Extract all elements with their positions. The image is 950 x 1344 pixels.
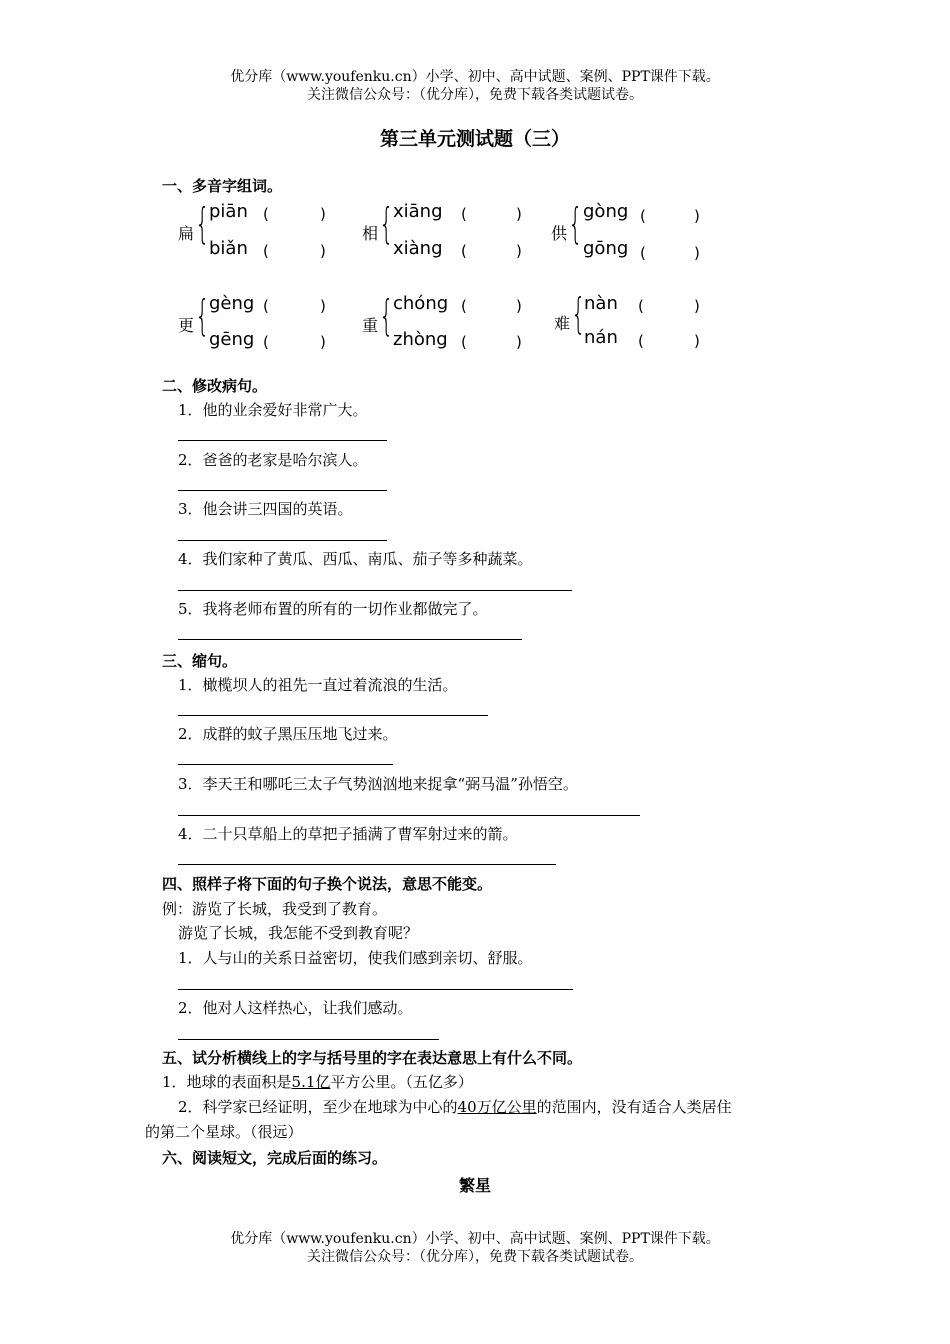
paren-close: )	[694, 207, 700, 225]
polyphone-char: 重	[362, 316, 379, 335]
section2-item-3: 3．他会讲三四国的英语。	[178, 500, 353, 518]
answer-line	[178, 715, 488, 716]
page-title: 第三单元测试题（三）	[379, 128, 570, 150]
header-line-2: 关注微信公众号：（优分库），免费下载各类试题试卷。	[307, 87, 643, 103]
brace-icon: {	[379, 199, 394, 248]
section2-item-2: 2．爸爸的老家是哈尔滨人。	[178, 451, 368, 469]
polyphone-char: 难	[554, 314, 571, 333]
paren-open: (	[461, 297, 467, 315]
brace-icon: {	[195, 291, 210, 340]
section1-heading: 一、多音字组词。	[162, 177, 283, 195]
paren-open: (	[461, 333, 467, 351]
section5-item-1	[162, 1072, 473, 1092]
brace-icon: {	[568, 199, 583, 248]
section5-heading: 五、试分析横线上的字与括号里的字在表达意思上有什么不同。	[162, 1049, 583, 1067]
answer-line	[178, 815, 640, 816]
answer-line	[178, 490, 387, 491]
section4-example-2: 游览了长城，我怎能不受到教育呢？	[178, 924, 419, 942]
section3-item-4: 4．二十只草船上的草把子插满了曹军射过来的箭。	[178, 825, 518, 843]
paren-open: (	[638, 297, 644, 315]
item-text: 的范围内，没有适合人类居住	[536, 1098, 732, 1116]
section3-heading: 三、缩句。	[162, 652, 238, 670]
paren-close: )	[516, 333, 522, 351]
underlined-term: 5.1亿	[291, 1073, 331, 1091]
section3-item-3: 3．李天王和哪吒三太子气势汹汹地来捉拿“弼马温”孙悟空。	[178, 775, 578, 793]
paren-open: (	[461, 205, 467, 223]
paren-open: (	[263, 205, 269, 223]
pinyin-1: xiāng	[393, 201, 443, 222]
paren-open: (	[263, 242, 269, 260]
section5-item-2-cont: 的第二个星球。（很远）	[145, 1123, 303, 1141]
pinyin-1: gèng	[209, 293, 255, 314]
paren-open: (	[461, 242, 467, 260]
answer-line	[178, 1039, 439, 1040]
paren-open: (	[640, 244, 646, 262]
brace-icon: {	[195, 199, 210, 248]
item-text: 1．地球的表面积是	[162, 1073, 292, 1091]
paren-close: )	[694, 297, 700, 315]
polyphone-char: 相	[362, 224, 379, 243]
section4-item-1: 1．人与山的关系日益密切，使我们感到亲切、舒服。	[178, 949, 533, 967]
pinyin-2: gēng	[209, 329, 255, 350]
paren-close: )	[694, 244, 700, 262]
item-text: 平方公里。（五亿多）	[330, 1073, 473, 1091]
pinyin-1: gòng	[583, 201, 629, 222]
answer-line	[178, 590, 572, 591]
paren-open: (	[638, 332, 644, 350]
answer-line	[178, 989, 573, 990]
pinyin-1: nàn	[584, 293, 618, 314]
paren-close: )	[320, 242, 326, 260]
section2-item-4: 4．我们家种了黄瓜、西瓜、南瓜、茄子等多种蔬菜。	[178, 550, 533, 568]
section2-heading: 二、修改病句。	[162, 377, 268, 395]
paren-open: (	[640, 207, 646, 225]
section4-item-2: 2．他对人这样热心，让我们感动。	[178, 999, 413, 1017]
paren-open: (	[263, 333, 269, 351]
section6-heading: 六、阅读短文，完成后面的练习。	[162, 1149, 388, 1167]
pinyin-2: nán	[584, 327, 618, 348]
answer-line	[178, 440, 387, 441]
paren-close: )	[694, 332, 700, 350]
answer-line	[178, 540, 387, 541]
pinyin-2: gōng	[583, 238, 629, 259]
pinyin-2: zhòng	[393, 329, 448, 350]
answer-line	[178, 864, 556, 865]
section3-item-1: 1．橄榄坝人的祖先一直过着流浪的生活。	[178, 676, 458, 694]
pinyin-1: chóng	[393, 293, 449, 314]
pinyin-1: piān	[209, 201, 248, 222]
paren-close: )	[320, 333, 326, 351]
header-line-1: 优分库（www.youfenku.cn）小学、初中、高中试题、案例、PPT课件下载。	[230, 69, 720, 85]
section5-item-2	[178, 1097, 732, 1117]
polyphone-char: 供	[551, 224, 568, 243]
section2-item-5: 5．我将老师布置的所有的一切作业都做完了。	[178, 600, 488, 618]
paren-close: )	[516, 205, 522, 223]
pinyin-2: biǎn	[209, 238, 248, 259]
pinyin-2: xiàng	[393, 238, 443, 259]
paren-open: (	[263, 297, 269, 315]
footer-line-2: 关注微信公众号：（优分库），免费下载各类试题试卷。	[307, 1249, 643, 1265]
footer-line-1: 优分库（www.youfenku.cn）小学、初中、高中试题、案例、PPT课件下载。	[230, 1231, 720, 1247]
paren-close: )	[320, 205, 326, 223]
paren-close: )	[320, 297, 326, 315]
section3-item-2: 2．成群的蚊子黑压压地飞过来。	[178, 725, 398, 743]
paren-close: )	[516, 297, 522, 315]
brace-icon: {	[571, 289, 586, 338]
passage-title: 繁星	[458, 1176, 491, 1195]
polyphone-char: 扁	[178, 224, 195, 243]
polyphone-char: 更	[178, 316, 195, 335]
answer-line	[178, 639, 522, 640]
item-text: 2．科学家已经证明，至少在地球为中心的	[178, 1098, 458, 1116]
section4-heading: 四、照样子将下面的句子换个说法，意思不能变。	[162, 875, 493, 893]
section2-item-1: 1．他的业余爱好非常广大。	[178, 401, 368, 419]
brace-icon: {	[379, 291, 394, 340]
answer-line	[178, 764, 393, 765]
section4-example-1: 例：游览了长城，我受到了教育。	[162, 900, 388, 918]
underlined-term: 40万亿公里	[457, 1098, 537, 1116]
paren-close: )	[516, 242, 522, 260]
